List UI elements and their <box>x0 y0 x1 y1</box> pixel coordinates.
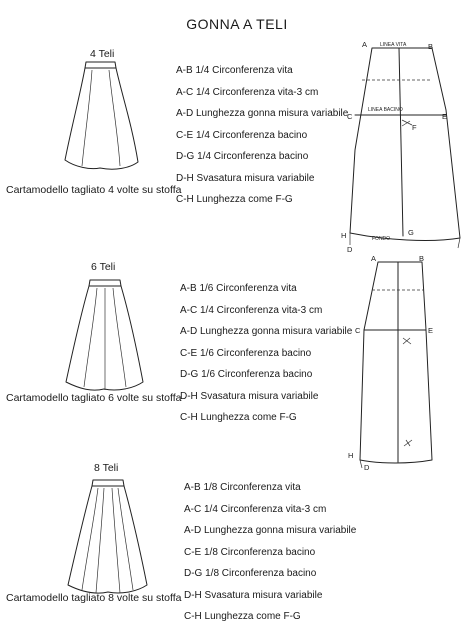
label-c: C <box>347 112 353 121</box>
label-fondo: FONDO <box>372 236 391 242</box>
spec-line: C-H Lunghezza come F-G <box>184 611 301 622</box>
label-linea-bacino: LINEA BACINO <box>368 107 403 113</box>
spec-line: D-H Svasatura misura variabile <box>184 589 323 601</box>
section-4-teli-caption: Cartamodello tagliato 4 volte su stoffa <box>6 184 182 196</box>
spec-line: C-E 1/8 Circonferenza bacino <box>184 546 316 558</box>
section-4-teli-label: 4 Teli <box>90 48 115 60</box>
spec-line: A-C 1/4 Circonferenza vita-3 cm <box>176 86 319 98</box>
spec-line: D-H Svasatura misura variabile <box>180 390 319 402</box>
spec-line: C-H Lunghezza come F-G <box>180 412 297 423</box>
page-title: GONNA A TELI <box>186 16 288 32</box>
spec-line: D-G 1/8 Circonferenza bacino <box>184 568 317 579</box>
section-8-teli-label: 8 Teli <box>94 462 119 474</box>
label-g: G <box>408 228 414 237</box>
label-a-2: A <box>371 254 377 263</box>
label-b: B <box>428 42 434 51</box>
spec-line: A-C 1/4 Circonferenza vita-3 cm <box>184 503 327 515</box>
spec-line: D-G 1/4 Circonferenza bacino <box>176 151 309 162</box>
spec-line: C-E 1/6 Circonferenza bacino <box>180 347 312 359</box>
label-e: E <box>442 112 448 121</box>
section-8-teli-caption: Cartamodello tagliato 8 volte su stoffa <box>6 592 182 604</box>
label-d-2: D <box>364 463 370 472</box>
label-a: A <box>362 40 368 49</box>
spec-line: A-C 1/4 Circonferenza vita-3 cm <box>180 304 323 316</box>
label-f: F <box>412 123 417 132</box>
spec-line: A-B 1/4 Circonferenza vita <box>176 65 293 76</box>
spec-line: A-D Lunghezza gonna misura variabile <box>176 108 349 119</box>
label-h: H <box>341 231 347 240</box>
label-b-2: B <box>419 254 425 263</box>
label-e-2: E <box>428 326 434 335</box>
label-c-2: C <box>355 326 361 335</box>
section-6-teli-label: 6 Teli <box>91 261 116 273</box>
spec-line: A-B 1/8 Circonferenza vita <box>184 482 301 493</box>
section-6-teli-caption: Cartamodello tagliato 6 volte su stoffa <box>6 392 182 404</box>
spec-line: A-B 1/6 Circonferenza vita <box>180 283 297 294</box>
spec-line: D-H Svasatura misura variabile <box>176 172 315 184</box>
spec-line: C-H Lunghezza come F-G <box>176 194 293 205</box>
spec-line: D-G 1/6 Circonferenza bacino <box>180 369 313 380</box>
label-d: D <box>347 245 353 254</box>
section-8-teli-specs <box>184 477 356 628</box>
spec-line: C-E 1/4 Circonferenza bacino <box>176 129 308 141</box>
label-h-2: H <box>348 451 354 460</box>
label-linea-vita: LINEA VITA <box>380 42 407 48</box>
spec-line: A-D Lunghezza gonna misura variabile <box>180 326 353 337</box>
spec-line: A-D Lunghezza gonna misura variabile <box>184 525 357 536</box>
